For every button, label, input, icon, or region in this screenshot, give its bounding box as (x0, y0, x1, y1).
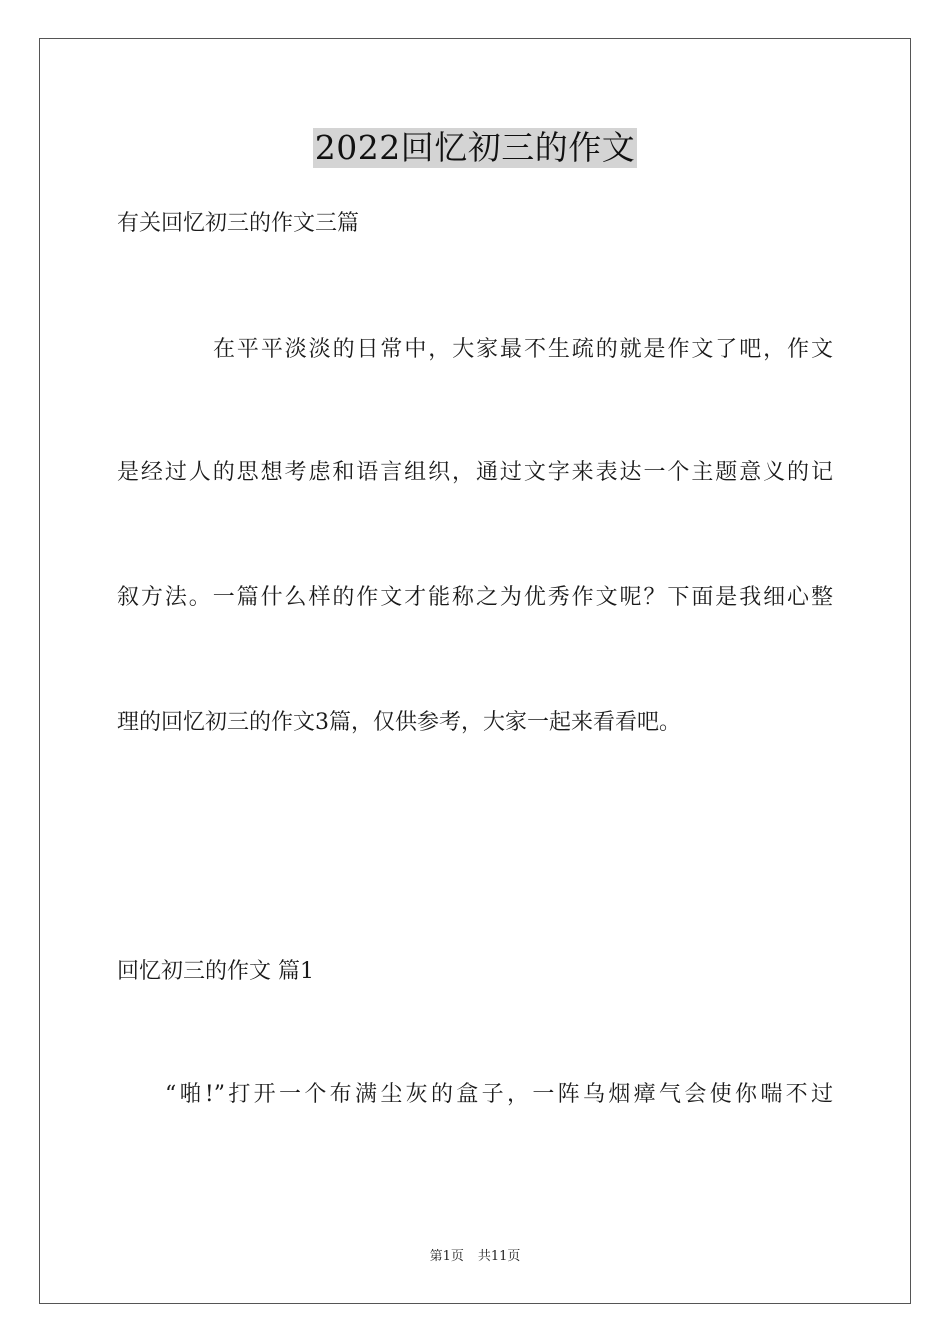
section-heading: 回忆初三的作文 篇1 (117, 959, 314, 984)
document-title: 2022回忆初三的作文 (314, 128, 636, 167)
page-total: 共11页 (477, 1249, 521, 1264)
page-number: 第1页 (429, 1249, 464, 1264)
intro-line-2: 是经过人的思想考虑和语言组织，通过文字来表达一个主题意义的记 (117, 460, 833, 485)
intro-line-3: 叙方法。一篇什么样的作文才能称之为优秀作文呢？下面是我细心整 (117, 585, 833, 610)
page-footer (0, 1248, 950, 1266)
section-paragraph-line-1: “啪!”打开一个布满尘灰的盒子，一阵乌烟瘴气会使你喘不过 (165, 1082, 833, 1107)
intro-line-4: 理的回忆初三的作文3篇，仅供参考，大家一起来看看吧。 (117, 710, 681, 735)
title-wrapper (0, 128, 950, 168)
document-subtitle: 有关回忆初三的作文三篇 (117, 211, 360, 236)
intro-line-1: 在平平淡淡的日常中，大家最不生疏的就是作文了吧，作文 (213, 337, 833, 362)
